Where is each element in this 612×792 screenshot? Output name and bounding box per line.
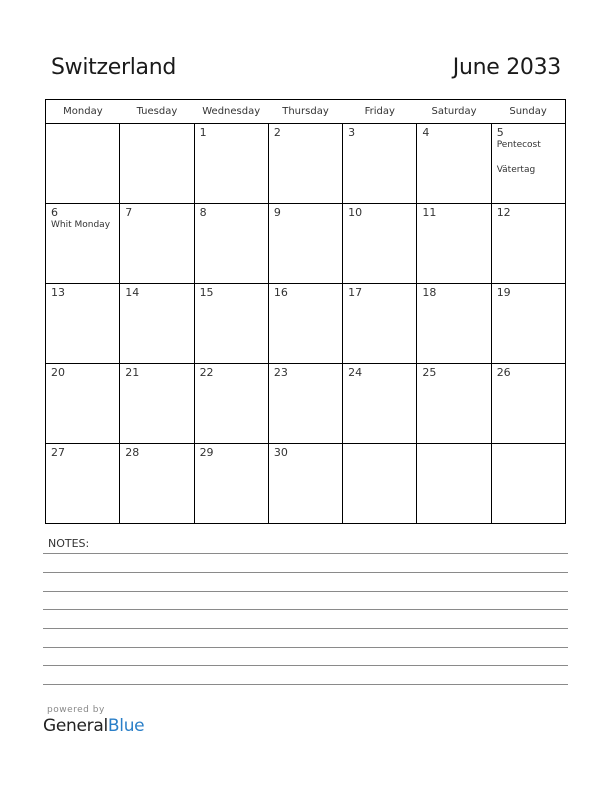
weekday-friday: Friday xyxy=(343,100,417,124)
day-number: 29 xyxy=(199,446,214,459)
day-number: 13 xyxy=(51,286,65,299)
day-number: 1 xyxy=(199,126,207,139)
holiday-label: Pentecost xyxy=(496,140,541,150)
day-number: 8 xyxy=(199,206,207,219)
day-number: 26 xyxy=(496,366,511,379)
calendar-day-cell xyxy=(120,124,194,204)
generalblue-logo xyxy=(43,716,144,736)
calendar-day-cell xyxy=(46,124,120,204)
calendar-day-cell xyxy=(343,364,417,444)
note-line xyxy=(43,647,568,648)
calendar-day-cell xyxy=(417,204,491,284)
calendar-day-cell xyxy=(268,444,342,524)
day-number: 23 xyxy=(273,366,288,379)
calendar-day-cell xyxy=(343,124,417,204)
calendar-day-cell xyxy=(268,204,342,284)
calendar-day-cell xyxy=(343,284,417,364)
day-number: 28 xyxy=(125,446,140,459)
calendar-day-cell xyxy=(268,124,342,204)
calendar-week-row xyxy=(46,124,566,204)
calendar-day-cell xyxy=(194,284,268,364)
day-number: 9 xyxy=(273,206,281,219)
calendar-day-cell xyxy=(120,364,194,444)
day-number: 22 xyxy=(199,366,214,379)
weekday-sunday: Sunday xyxy=(491,100,565,124)
calendar-day-cell xyxy=(120,204,194,284)
calendar-day-cell xyxy=(343,204,417,284)
note-line xyxy=(43,572,568,573)
calendar-day-cell xyxy=(194,124,268,204)
calendar-day-cell xyxy=(46,204,120,284)
calendar-week-row xyxy=(46,364,566,444)
day-number: 21 xyxy=(125,366,140,379)
brand-general: General xyxy=(43,716,108,736)
holiday-label: Whit Monday xyxy=(51,220,111,230)
calendar-day-cell xyxy=(343,444,417,524)
day-number: 4 xyxy=(422,126,430,139)
calendar-day-cell xyxy=(417,284,491,364)
note-line xyxy=(43,553,568,554)
day-number: 6 xyxy=(51,206,58,219)
month-year-title: June 2033 xyxy=(452,55,561,80)
calendar-day-cell xyxy=(491,204,565,284)
note-line xyxy=(43,684,568,685)
weekday-saturday: Saturday xyxy=(417,100,491,124)
note-line xyxy=(43,665,568,666)
day-number: 18 xyxy=(422,286,437,299)
calendar-day-cell xyxy=(194,364,268,444)
weekday-thursday: Thursday xyxy=(268,100,342,124)
calendar-week-row xyxy=(46,284,566,364)
calendar-day-cell xyxy=(491,284,565,364)
day-number: 2 xyxy=(273,126,281,139)
day-number: 24 xyxy=(348,366,363,379)
calendar-day-cell xyxy=(417,124,491,204)
powered-by-text: powered by xyxy=(47,705,105,715)
calendar-day-cell xyxy=(268,364,342,444)
day-number: 15 xyxy=(199,286,214,299)
calendar-day-cell xyxy=(268,284,342,364)
calendar-day-cell xyxy=(417,364,491,444)
calendar-day-cell xyxy=(194,204,268,284)
day-number: 7 xyxy=(125,206,133,219)
day-number: 14 xyxy=(125,286,140,299)
weekday-tuesday: Tuesday xyxy=(120,100,194,124)
weekday-wednesday: Wednesday xyxy=(194,100,268,124)
calendar-grid xyxy=(45,99,566,524)
day-number: 5 xyxy=(496,126,504,139)
calendar-day-cell xyxy=(491,364,565,444)
calendar-day-cell xyxy=(120,444,194,524)
calendar-day-cell xyxy=(194,444,268,524)
calendar-week-row xyxy=(46,204,566,284)
day-number: 3 xyxy=(348,126,356,139)
calendar-day-cell xyxy=(46,284,120,364)
day-number: 12 xyxy=(496,206,511,219)
calendar-week-row xyxy=(46,444,566,524)
day-number: 19 xyxy=(496,286,511,299)
brand-blue: Blue xyxy=(107,716,145,736)
weekday-monday: Monday xyxy=(46,100,120,124)
calendar-day-cell xyxy=(491,444,565,524)
note-line xyxy=(43,628,568,629)
note-line xyxy=(43,609,568,610)
calendar-day-cell xyxy=(46,444,120,524)
weekday-header-row xyxy=(46,100,566,124)
day-number: 17 xyxy=(348,286,363,299)
calendar-day-cell xyxy=(417,444,491,524)
day-number: 20 xyxy=(51,366,65,379)
country-title: Switzerland xyxy=(51,55,177,80)
day-number: 25 xyxy=(422,366,437,379)
calendar-day-cell xyxy=(46,364,120,444)
day-number: 16 xyxy=(273,286,288,299)
day-number: 11 xyxy=(422,206,437,219)
day-number: 30 xyxy=(273,446,288,459)
day-number: 10 xyxy=(348,206,363,219)
note-line xyxy=(43,591,568,592)
notes-label: NOTES: xyxy=(48,537,90,550)
day-number: 27 xyxy=(51,446,65,459)
holiday-label: Vätertag xyxy=(496,165,536,175)
calendar-day-cell xyxy=(120,284,194,364)
calendar-day-cell xyxy=(491,124,565,204)
